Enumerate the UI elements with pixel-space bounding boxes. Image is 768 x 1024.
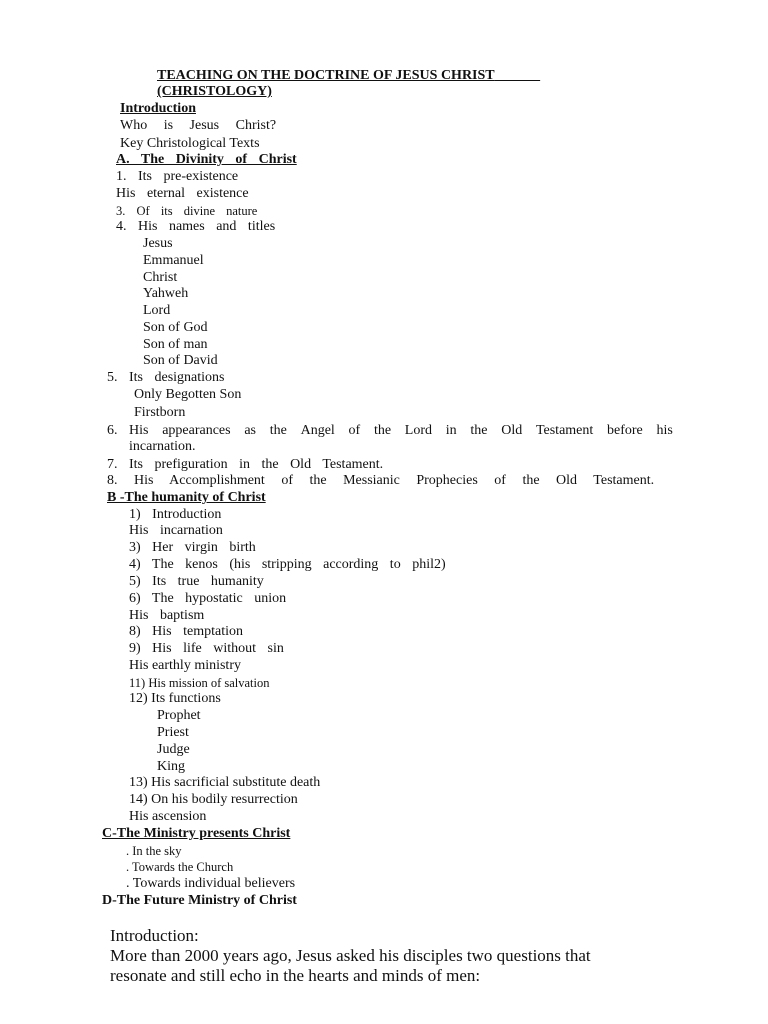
designation-item: Firstborn bbox=[134, 405, 186, 420]
doc-title-text: TEACHING ON THE DOCTRINE OF JESUS CHRIST bbox=[157, 68, 495, 83]
designation-item: Only Begotten Son bbox=[134, 387, 242, 402]
function-item: Prophet bbox=[157, 708, 201, 723]
section-b-item: 1) Introduction bbox=[129, 507, 222, 522]
section-a-item: 7. Its prefiguration in the Old Testament. bbox=[107, 457, 384, 472]
section-b-item: 8) His temptation bbox=[129, 624, 243, 639]
section-c-heading: C-The Ministry presents Christ bbox=[102, 826, 291, 841]
name-list-item: Lord bbox=[143, 303, 171, 318]
section-c-item: . Towards the Church bbox=[126, 860, 234, 874]
section-b-item: 14) On his bodily resurrection bbox=[129, 792, 298, 807]
section-b-item: 5) Its true humanity bbox=[129, 574, 264, 589]
name-list-item: Yahweh bbox=[143, 286, 189, 301]
section-b-item: 13) His sacrificial substitute death bbox=[129, 775, 321, 790]
section-a-item: 4. His names and titles bbox=[116, 219, 276, 234]
item-6-word: Old bbox=[501, 423, 523, 438]
doc-title-line2: (CHRISTOLOGY) bbox=[157, 84, 272, 99]
function-item: Priest bbox=[157, 725, 189, 740]
item-6-word: the bbox=[470, 423, 488, 438]
section-a-item-6-num: 6. bbox=[107, 423, 118, 438]
name-list-item: Son of God bbox=[143, 320, 208, 335]
name-list-item: Christ bbox=[143, 270, 178, 285]
item-6-word: his bbox=[656, 423, 673, 438]
section-b-item: His incarnation bbox=[129, 523, 223, 538]
section-b-item: 6) The hypostatic union bbox=[129, 591, 287, 606]
name-list-item: Son of man bbox=[143, 337, 208, 352]
doc-title-line1 bbox=[157, 68, 540, 84]
name-list-item: Son of David bbox=[143, 353, 218, 368]
item-6-word: Angel bbox=[300, 423, 335, 438]
intro-key-texts: Key Christological Texts bbox=[120, 136, 260, 151]
section-b-heading: B -The humanity of Christ bbox=[107, 490, 266, 505]
title-underline-fill bbox=[495, 68, 541, 83]
section-b-item: 4) The kenos (his stripping according to phil2) bbox=[129, 557, 446, 572]
section-a-item-6-text bbox=[129, 423, 673, 439]
section-a-item: His eternal existence bbox=[116, 186, 249, 201]
item-6-word: before bbox=[607, 423, 643, 438]
item-6-word: His bbox=[129, 423, 149, 438]
item-6-word: of bbox=[348, 423, 361, 438]
section-b-item: 12) Its functions bbox=[129, 691, 221, 706]
intro-question: Who is Jesus Christ? bbox=[120, 118, 277, 133]
function-item: King bbox=[157, 759, 185, 774]
intro-heading: Introduction bbox=[120, 101, 196, 116]
section-a-item: 3. Of its divine nature bbox=[116, 204, 258, 218]
item-6-word: Lord bbox=[404, 423, 432, 438]
item-6-word: in bbox=[445, 423, 457, 438]
body-paragraph-line: More than 2000 years ago, Jesus asked his disciples two questions that bbox=[110, 946, 591, 965]
section-b-item: 3) Her virgin birth bbox=[129, 540, 256, 555]
section-a-item: 5. Its designations bbox=[107, 370, 225, 385]
body-paragraph-line: resonate and still echo in the hearts and minds of men: bbox=[110, 966, 481, 985]
item-6-word: Testament bbox=[535, 423, 594, 438]
item-6-word: as bbox=[244, 423, 256, 438]
item-6-word: the bbox=[373, 423, 392, 438]
name-list-item: Jesus bbox=[143, 236, 173, 251]
section-a-heading: A. The Divinity of Christ bbox=[116, 152, 297, 167]
item-6-word: appearances bbox=[162, 423, 231, 438]
section-c-item: . Towards individual believers bbox=[126, 876, 296, 891]
section-c-item: . In the sky bbox=[126, 844, 182, 858]
name-list-item: Emmanuel bbox=[143, 253, 204, 268]
section-b-item: 9) His life without sin bbox=[129, 641, 284, 656]
body-intro-heading: Introduction: bbox=[110, 926, 199, 945]
section-b-item: His ascension bbox=[129, 809, 207, 824]
section-d-heading: D-The Future Ministry of Christ bbox=[102, 893, 297, 908]
section-a-item: 8. His Accomplishment of the Messianic Prophecies of the Old Testament. bbox=[107, 473, 655, 488]
section-b-item: His earthly ministry bbox=[129, 658, 241, 673]
item-6-word: the bbox=[269, 423, 287, 438]
section-a-item: 1. Its pre-existence bbox=[116, 169, 239, 184]
section-a-item-6-cont: incarnation. bbox=[129, 439, 196, 454]
section-b-item: 11) His mission of salvation bbox=[129, 676, 270, 690]
section-b-item: His baptism bbox=[129, 608, 205, 623]
function-item: Judge bbox=[157, 742, 190, 757]
